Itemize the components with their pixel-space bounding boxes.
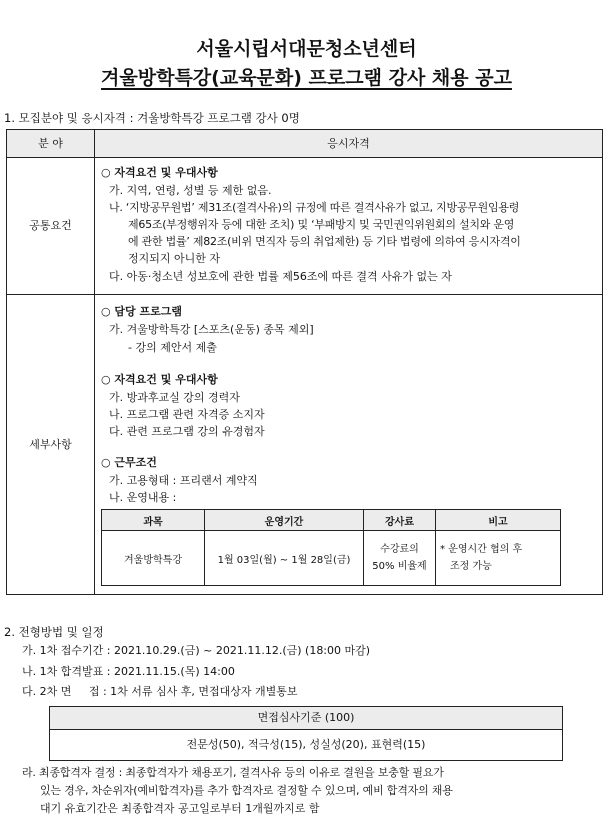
program-line-1: 가. 겨울방학특강 [스포츠(운동) 종목 제외] [109, 323, 314, 336]
qual-line-1: 가. 방과후교실 강의 경력자 [109, 391, 240, 404]
qual-line-2: 나. 프로그램 관련 자격증 소지자 [109, 408, 265, 421]
program-head: ○ 담당 프로그램 [101, 305, 183, 318]
header-qualification: 응시자격 [95, 130, 602, 158]
ops-fee [364, 531, 436, 585]
ops-fee-line-1: 수강료의 [380, 544, 419, 555]
final-line-1: 라. 최종합격자 결정 : 최종합격자가 채용포기, 결격사유 등의 이유로 결원을 보충할 필요가 [22, 766, 444, 779]
page-title: 서울시립서대문청소년센터 [196, 38, 417, 60]
section1-heading: 1. 모집분야 및 응시자격 : 겨울방학특강 프로그램 강사 0명 [4, 111, 300, 125]
detail-label: 세부사항 [7, 295, 95, 594]
ops-fee-line-2: 50% 비율제 [372, 561, 427, 572]
ops-header-fee: 강사료 [364, 510, 436, 531]
header-field: 분 야 [7, 130, 95, 158]
work-head: ○ 근무조건 [101, 456, 157, 469]
common-line-5: 정지되지 아니한 자 [128, 252, 221, 265]
page-subtitle [0, 63, 613, 90]
common-line-6: 다. 아동·청소년 성보호에 관한 법률 제56조에 따른 결격 사유가 없는 자 [109, 270, 452, 283]
ops-header-subject: 과목 [102, 510, 205, 531]
qual-head: ○ 자격요건 및 우대사항 [101, 373, 218, 386]
common-line-1: 가. 지역, 연령, 성별 등 제한 없음. [109, 184, 272, 197]
step-1: 가. 1차 접수기간 : 2021.10.29.(금) ~ 2021.11.12.(금) (18:00 마감) [22, 644, 371, 657]
section2-heading: 2. 전형방법 및 일정 [4, 625, 104, 639]
qualification-table [6, 129, 603, 595]
program-line-2: - 강의 제안서 제출 [128, 341, 217, 354]
criteria-box [49, 706, 563, 761]
criteria-items: 전문성(50), 적극성(15), 성실성(20), 표현력(15) [186, 738, 426, 752]
detail-content [95, 295, 602, 594]
ops-note-line-1: * 운영시간 협의 후 [440, 544, 523, 555]
common-line-4: 에 관한 법률’ 제82조(비위 면직자 등의 취업제한) 등 기타 법령에 의하여 응시자격이 [128, 235, 521, 248]
ops-period: 1월 03일(월) ~ 1월 28일(금) [205, 531, 364, 585]
ops-subject: 겨울방학특강 [102, 531, 205, 585]
ops-note [436, 531, 560, 585]
common-content [95, 158, 602, 295]
operations-table [101, 509, 561, 586]
final-line-2: 있는 경우, 차순위자(예비합격자)를 추가 합격자로 결정할 수 있으며, 예비 합격자의 채용 [40, 784, 453, 797]
common-head: ○ 자격요건 및 우대사항 [101, 166, 218, 179]
work-line-2: 나. 운영내용 : [109, 491, 177, 504]
work-line-1: 가. 고용형태 : 프리랜서 계약직 [109, 474, 258, 487]
ops-header-note: 비고 [436, 510, 560, 531]
common-line-2: 나. ‘지방공무원법’ 제31조(결격사유)의 규정에 따른 결격사유가 없고, 지방공무원임용령 [109, 201, 520, 214]
subtitle-text: 겨울방학특강(교육문화) 프로그램 강사 채용 공고 [101, 67, 512, 89]
ops-note-line-2: 조정 가능 [450, 561, 492, 572]
ops-header-period: 운영기간 [205, 510, 364, 531]
step-3: 다. 2차 면 접 : 1차 서류 심사 후, 면접대상자 개별통보 [22, 685, 298, 698]
criteria-title: 면접심사기준 (100) [50, 707, 562, 730]
step-2: 나. 1차 합격발표 : 2021.11.15.(목) 14:00 [22, 665, 235, 678]
common-label: 공통요건 [7, 158, 95, 295]
common-line-3: 제65조(부정행위자 등에 대한 조치) 및 ‘부패방지 및 국민권익위원회의 설치와 운영 [128, 218, 515, 231]
final-line-3: 대기 유효기간은 최종합격자 공고일로부터 1개월까지로 함 [40, 802, 320, 815]
qual-line-3: 다. 관련 프로그램 강의 유경험자 [109, 425, 265, 438]
